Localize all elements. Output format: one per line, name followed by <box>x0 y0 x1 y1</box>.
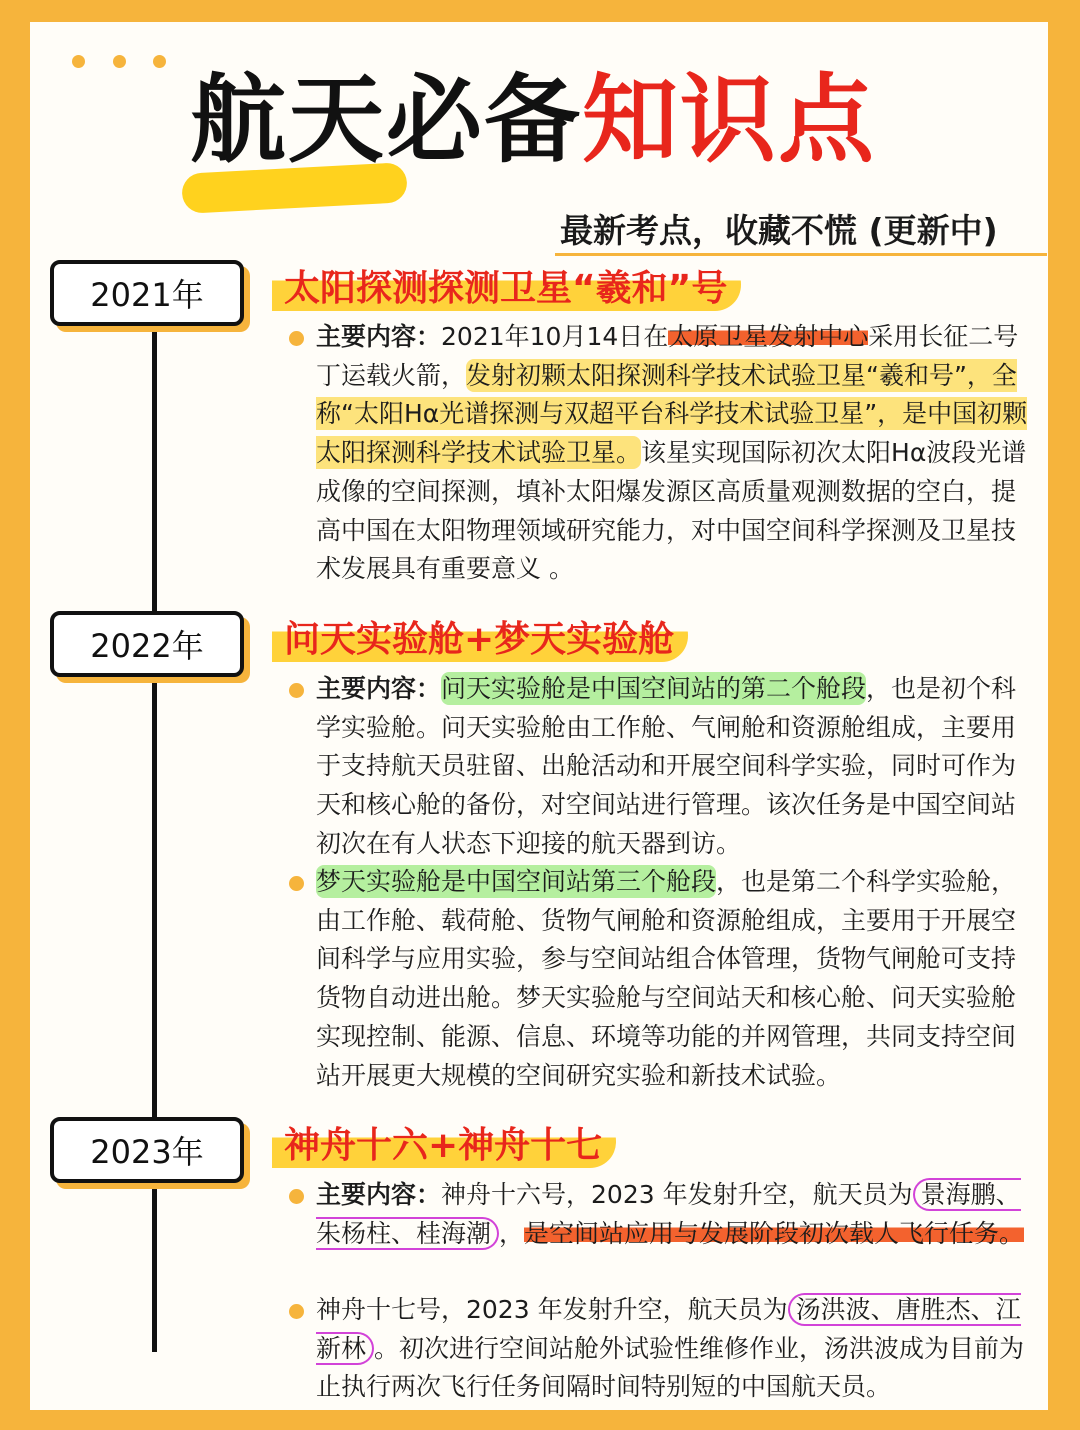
paragraph-text: 该星实现国际初次太阳Hα波段光谱成像的空间探测，填补太阳爆发源区高质量观测数据的空白，提高中国在太阳物理领域研究能力，对中国空间科学探测及卫星技术发展具有重要意义 。 <box>316 438 1027 584</box>
timeline-line <box>152 300 157 1352</box>
bullet-dot <box>289 683 304 698</box>
paragraph-text: ， <box>499 1218 525 1248</box>
highlight-orange: 太原卫星发射中心 <box>668 322 869 351</box>
label-main-content: 主要内容： <box>316 322 442 351</box>
page-subtitle: 最新考点，收藏不慌 (更新中) <box>560 211 998 250</box>
circled-names: 汤洪波、唐胜杰、江新林 <box>316 1295 1021 1363</box>
section-title-2022: 问天实验舱+梦天实验舱 <box>272 609 688 662</box>
decor-dot-2 <box>113 55 126 68</box>
label-main-content: 主要内容： <box>316 1180 442 1209</box>
highlight-green: 问天实验舱是中国空间站的第二个舱段 <box>441 674 867 703</box>
paragraph-text: 2021年10月14日在 <box>441 322 669 351</box>
page-title <box>190 64 876 176</box>
highlight-yellow: 发射初颗太阳探测科学技术试验卫星“羲和号”，全称“太阳Hα光谱探测与双超平台科学技术试验卫星”，是中国初颗太阳探测科学技术试验卫星。 <box>316 360 1028 468</box>
bullet-dot <box>289 1304 304 1319</box>
bullet-dot <box>289 876 304 891</box>
paragraph-text: 采用长征二号丁运载火箭， <box>316 322 1019 390</box>
year-badge-2022: 2022年 <box>50 611 244 677</box>
label-main-content: 主要内容： <box>316 674 442 703</box>
year-badge-2021: 2021年 <box>50 260 244 326</box>
section-paragraph-2022-b <box>316 863 1038 1095</box>
subtitle-underline <box>555 253 1047 256</box>
section-paragraph-2023-a <box>316 1176 1038 1253</box>
decor-dot-1 <box>72 55 85 68</box>
paragraph-text: 神舟十七号，2023 年发射升空，航天员为 <box>316 1295 788 1324</box>
highlight-green: 梦天实验舱是中国空间站第三个舱段 <box>316 867 717 896</box>
circled-names: 景海鹏、朱杨柱、桂海潮 <box>316 1180 1021 1248</box>
section-paragraph-2021 <box>316 318 1038 589</box>
year-badge-2023: 2023年 <box>50 1117 244 1183</box>
bullet-dot <box>289 331 304 346</box>
paragraph-text: 。初次进行空间站舱外试验性维修作业，汤洪波成为目前为止执行两次飞行任务间隔时间特别短的中国航天员。 <box>316 1333 1025 1402</box>
section-paragraph-2022-a <box>316 670 1038 864</box>
section-paragraph-2023-b <box>316 1291 1038 1407</box>
paragraph-text: ，也是第二个科学实验舱，由工作舱、载荷舱、货物气闸舱和资源舱组成，主要用于开展空间科学与应用实验，参与空间站组合体管理，货物气闸舱可支持货物自动进出舱。梦天实验舱与空间站天和核心舱、问天实验舱实现控制、能源、信息、环境等功能的并网管理，共同支持空间站开展更大规模的空间研究实验和新技术试验。 <box>316 867 1017 1090</box>
paragraph-text: ，也是初个科学实验舱。问天实验舱由工作舱、气闸舱和资源舱组成，主要用于支持航天员驻留、出舱活动和开展空间科学实验，同时可作为天和核心舱的备份，对空间站进行管理。该次任务是中国空间站初次在有人状态下迎接的航天器到访。 <box>316 674 1017 858</box>
paragraph-text: 神舟十六号，2023 年发射升空，航天员为 <box>441 1180 913 1209</box>
bullet-dot <box>289 1189 304 1204</box>
decor-dot-3 <box>153 55 166 68</box>
section-title-2021: 太阳探测探测卫星“羲和”号 <box>272 258 741 311</box>
section-title-2023: 神舟十六+神舟十七 <box>272 1115 616 1168</box>
title-black-part: 航天必备 <box>190 64 582 176</box>
highlight-orange: 是空间站应用与发展阶段初次载人飞行任务。 <box>524 1218 1025 1248</box>
title-red-part: 知识点 <box>582 64 876 176</box>
